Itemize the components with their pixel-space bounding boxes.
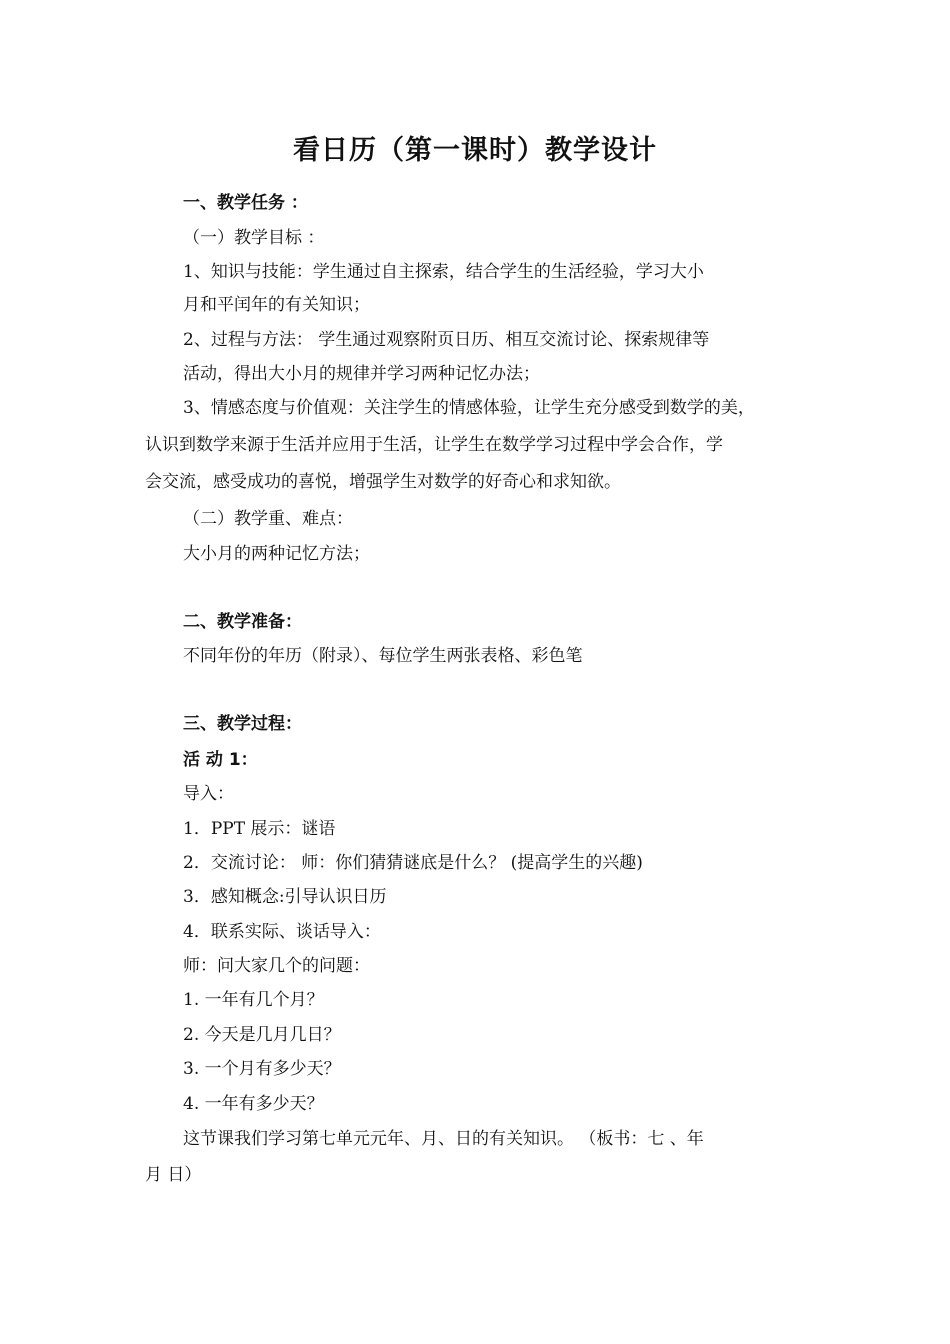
goal-2-line-1: 2、过程与方法： 学生通过观察附页日历、相互交流讨论、探索规律等 [183, 330, 710, 350]
goal-1-line-1: 1、知识与技能：学生通过自主探索，结合学生的生活经验，学习大小 [183, 262, 704, 282]
step-4: 4．联系实际、谈话导入： [183, 922, 381, 942]
intro-label: 导入： [183, 784, 234, 804]
subheading-goals: （一）教学目标 ： [183, 228, 325, 248]
question-3: 3. 一个月有多少天？ [183, 1059, 341, 1079]
goal-3-line-2: 认识到数学来源于生活并应用于生活，让学生在数学学习过程中学会合作，学 [145, 435, 723, 455]
closing-line-2: 月 日） [145, 1165, 202, 1185]
section-heading-preparation: 二、教学准备： [183, 612, 302, 632]
step-1: 1．PPT 展示：谜语 [183, 819, 336, 839]
goal-2-line-2: 活动，得出大小月的规律并学习两种记忆办法； [183, 364, 540, 384]
subheading-key-points: （二）教学重、难点： [183, 509, 353, 529]
goal-3-line-1: 3、情感态度与价值观：关注学生的情感体验，让学生充分感受到数学的美， [183, 398, 755, 418]
section-heading-tasks: 一、教学任务 ： [183, 193, 308, 213]
section-heading-process: 三、教学过程： [183, 714, 302, 734]
page-title: 看日历（第一课时）教学设计 [293, 135, 657, 166]
teacher-question-intro: 师：问大家几个的问题： [183, 956, 370, 976]
question-1: 1. 一年有几个月？ [183, 990, 324, 1010]
activity-heading: 活 动 1： [183, 750, 258, 770]
closing-line-1: 这节课我们学习第七单元元年、月、日的有关知识。 （板书：七 、年 [183, 1129, 704, 1149]
preparation-text: 不同年份的年历（附录）、每位学生两张表格、彩色笔 [183, 646, 583, 666]
goal-3-line-3: 会交流，感受成功的喜悦，增强学生对数学的好奇心和求知欲。 [145, 472, 621, 492]
question-4: 4. 一年有多少天？ [183, 1094, 324, 1114]
step-2: 2．交流讨论： 师：你们猜猜谜底是什么？ (提高学生的兴趣) [183, 853, 643, 873]
step-3: 3．感知概念:引导认识日历 [183, 887, 387, 907]
key-point-text: 大小月的两种记忆方法； [183, 544, 370, 564]
goal-1-line-2: 月和平闰年的有关知识； [183, 295, 370, 315]
question-2: 2. 今天是几月几日？ [183, 1025, 341, 1045]
